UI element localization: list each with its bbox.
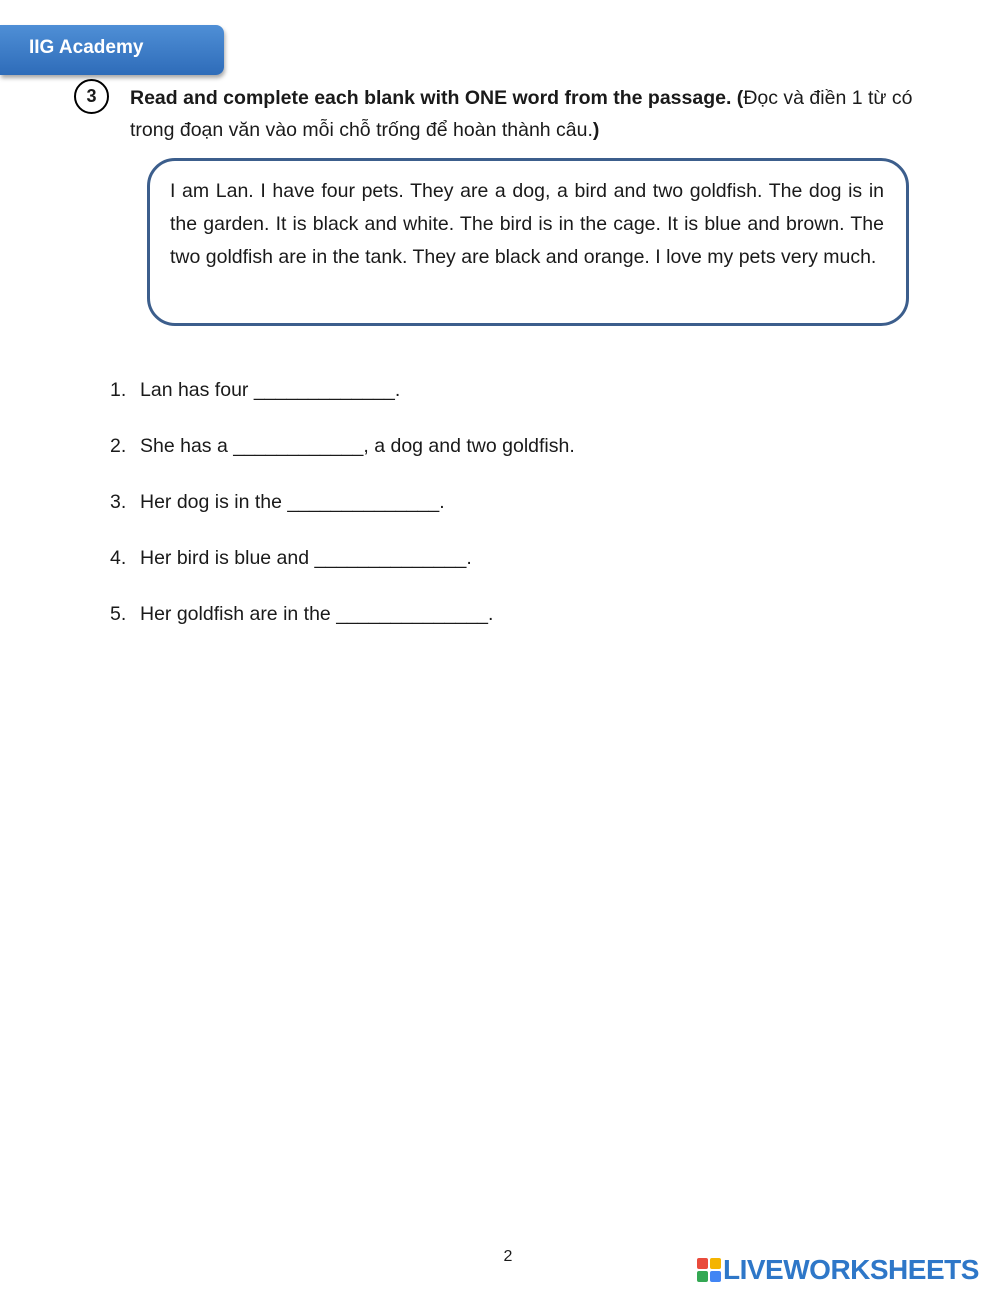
question-number: 2.	[110, 435, 127, 457]
liveworksheets-logo[interactable]	[697, 1255, 979, 1285]
question-number: 4.	[110, 547, 127, 569]
question-text: Her bird is blue and ______________.	[140, 547, 472, 569]
brand-tab	[0, 25, 224, 75]
liveworksheets-icon	[697, 1258, 721, 1282]
question-text: She has a ____________, a dog and two goldfish.	[140, 435, 575, 457]
instruction-translation: Đọc và điền 1 từ có trong đoạn văn vào mỗi chỗ trống để hoàn thành câu.	[130, 87, 913, 141]
question-number: 5.	[110, 603, 127, 625]
question-number: 1.	[110, 379, 127, 401]
question-list	[110, 374, 810, 654]
question-item	[110, 374, 810, 430]
question-text: Her goldfish are in the ______________.	[140, 603, 494, 625]
exercise-instruction	[130, 82, 950, 146]
page-number: 2	[503, 1248, 513, 1265]
exercise-number-badge: 3	[74, 79, 109, 114]
question-text: Lan has four _____________.	[140, 379, 401, 401]
question-text: Her dog is in the ______________.	[140, 491, 445, 513]
question-item	[110, 486, 810, 542]
passage-text: I am Lan. I have four pets. They are a dog, a bird and two goldfish. The dog is in the garden. It is black and white. The bird is in the cage. It is blue and brown. The two goldfish are in the tank. They are black and orange. I love my pets very much.	[170, 180, 884, 268]
brand-tab-label: IIG Academy	[29, 37, 144, 58]
question-item	[110, 542, 810, 598]
question-item	[110, 430, 810, 486]
question-item	[110, 598, 810, 654]
reading-passage-box	[147, 158, 909, 326]
instruction-close-paren: )	[592, 119, 600, 141]
question-number: 3.	[110, 491, 127, 513]
instruction-bold-text: Read and complete each blank with ONE word from the passage. (	[130, 87, 744, 109]
logo-text: LIVEWORKSHEETS	[723, 1254, 979, 1285]
